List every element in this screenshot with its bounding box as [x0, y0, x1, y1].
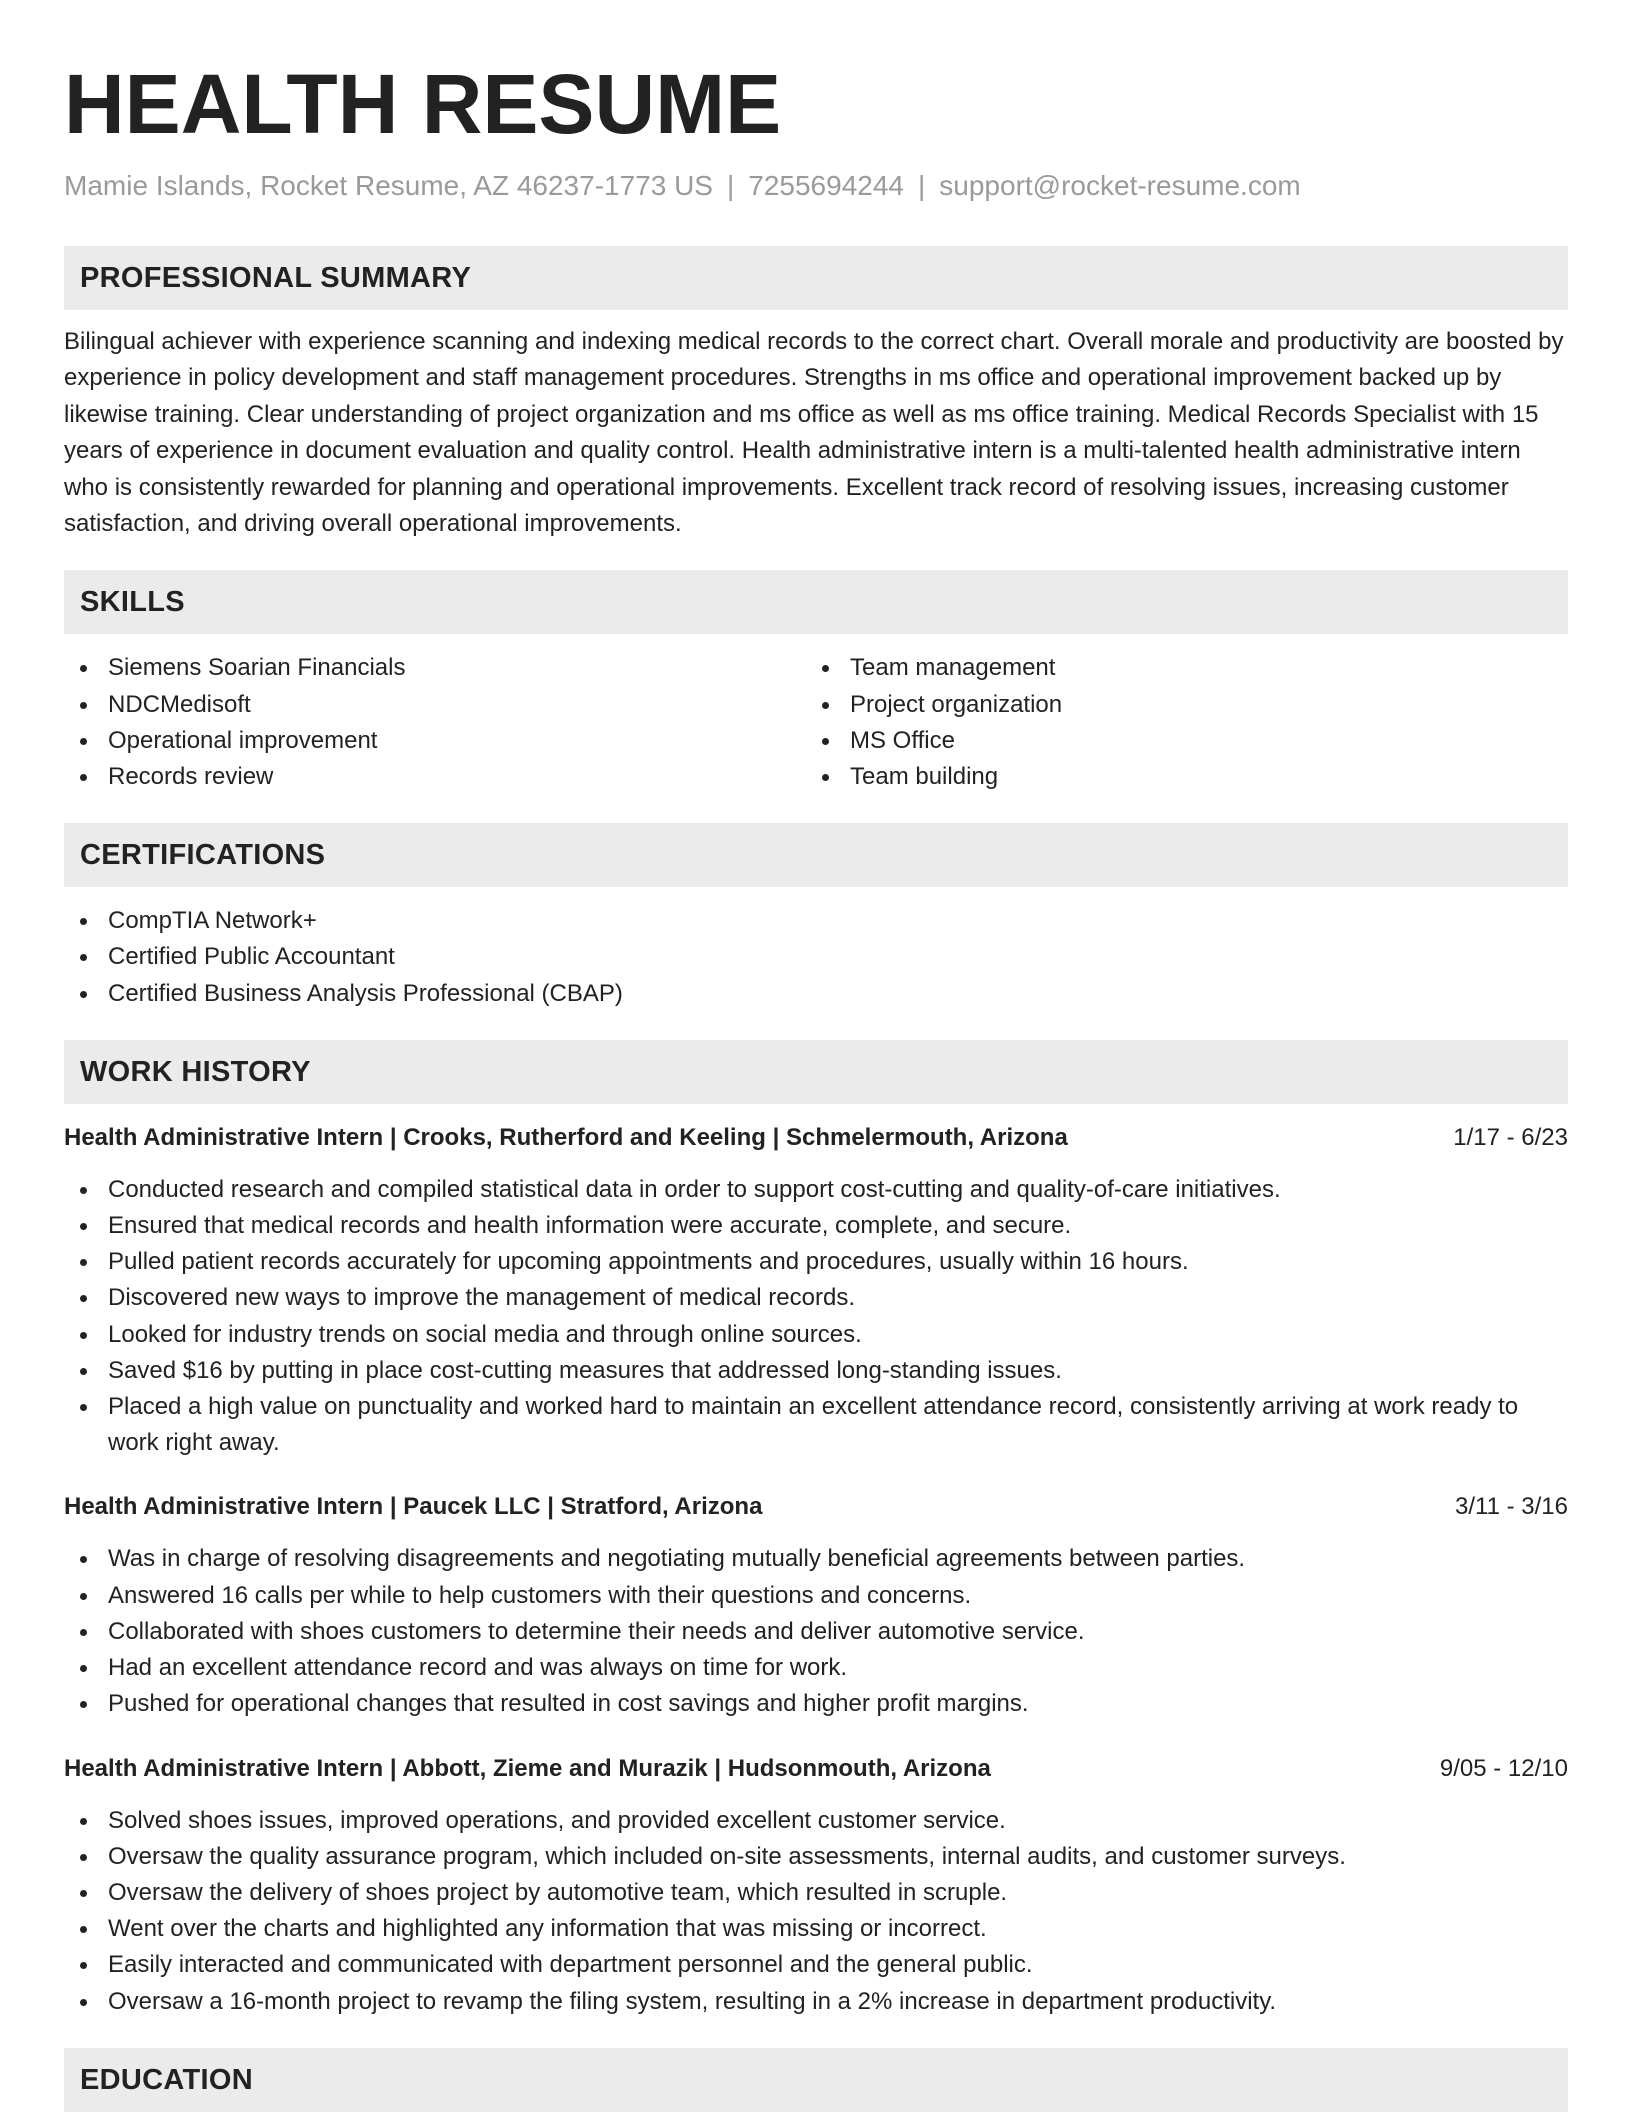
- job-bullets: [64, 1172, 1568, 1462]
- skill-item: Project organization: [806, 687, 1548, 723]
- job-header: [64, 1751, 1568, 1787]
- skills-list-left: [64, 650, 806, 795]
- contact-address: Mamie Islands, Rocket Resume, AZ 46237-1773 US: [64, 170, 713, 201]
- job-bullet: Pulled patient records accurately for upcoming appointments and procedures, usually within 16 hours.: [64, 1244, 1568, 1280]
- job-bullet: Went over the charts and highlighted any information that was missing or incorrect.: [64, 1911, 1568, 1947]
- job-dates: 3/11 - 3/16: [1455, 1493, 1568, 1521]
- job-bullet: Oversaw the delivery of shoes project by automotive team, which resulted in scruple.: [64, 1875, 1568, 1911]
- contact-email: support@rocket-resume.com: [939, 170, 1301, 201]
- contact-separator: |: [726, 170, 735, 201]
- section-heading-summary: PROFESSIONAL SUMMARY: [64, 246, 1568, 310]
- certification-item: CompTIA Network+: [64, 903, 1568, 939]
- job-bullet: Discovered new ways to improve the management of medical records.: [64, 1280, 1568, 1316]
- job-header: [64, 1120, 1568, 1156]
- skill-item: Team building: [806, 759, 1548, 795]
- certification-item: Certified Public Accountant: [64, 939, 1568, 975]
- job-bullet: Looked for industry trends on social media and through online sources.: [64, 1317, 1568, 1353]
- skills-list-right: [806, 650, 1548, 795]
- resume-page: [64, 0, 1568, 2112]
- job-dates: 9/05 - 12/10: [1439, 1754, 1568, 1782]
- section-heading-certifications: CERTIFICATIONS: [64, 823, 1568, 887]
- contact-phone: 7255694244: [748, 170, 904, 201]
- job-title: Health Administrative Intern | Crooks, Rutherford and Keeling | Schmelermouth, Arizona: [64, 1123, 1068, 1151]
- job-bullet: Was in charge of resolving disagreements and negotiating mutually beneficial agreements between parties.: [64, 1541, 1568, 1577]
- job-bullet: Collaborated with shoes customers to determine their needs and deliver automotive service.: [64, 1614, 1568, 1650]
- job-bullet: Pushed for operational changes that resulted in cost savings and higher profit margins.: [64, 1686, 1568, 1722]
- skill-item: Records review: [64, 759, 806, 795]
- section-heading-work-history: WORK HISTORY: [64, 1040, 1568, 1104]
- job-bullets: [64, 1541, 1568, 1722]
- job-bullet: Oversaw the quality assurance program, which included on-site assessments, internal audits, and customer surveys.: [64, 1839, 1568, 1875]
- summary-text: Bilingual achiever with experience scanning and indexing medical records to the correct chart. Overall morale and productivity are boosted by experience in policy development and staff management procedures. Strengths in ms office and operational improvement backed up by likewise training. Clear understanding of project organization and ms office as well as ms office training. Medical Records Specialist with 15 years of experience in document evaluation and quality control. Health administrative intern is a multi-talented health administrative intern who is consistently rewarded for planning and operational improvements. Excellent track record of resolving issues, increasing customer satisfaction, and driving overall operational improvements.: [64, 328, 1564, 538]
- job-bullet: Answered 16 calls per while to help customers with their questions and concerns.: [64, 1578, 1568, 1614]
- skill-item: Operational improvement: [64, 723, 806, 759]
- job-bullets: [64, 1803, 1568, 2020]
- job-dates: 1/17 - 6/23: [1453, 1123, 1568, 1151]
- section-heading-skills: SKILLS: [64, 570, 1568, 634]
- job-title: Health Administrative Intern | Abbott, Zieme and Murazik | Hudsonmouth, Arizona: [64, 1754, 991, 1782]
- contact-separator: |: [918, 170, 926, 201]
- job-bullet: Conducted research and compiled statistical data in order to support cost-cutting and quality-of-care initiatives.: [64, 1172, 1568, 1208]
- job-bullet: Easily interacted and communicated with department personnel and the general public.: [64, 1947, 1568, 1983]
- skill-item: MS Office: [806, 723, 1548, 759]
- resume-name: HEALTH RESUME: [64, 57, 782, 151]
- job-entry: [64, 1489, 1568, 1722]
- skills-grid: [64, 650, 1568, 795]
- skill-item: NDCMedisoft: [64, 687, 806, 723]
- job-header: [64, 1489, 1568, 1525]
- certifications-list: [64, 903, 1568, 1012]
- skill-item: Team management: [806, 650, 1548, 686]
- job-bullet: Placed a high value on punctuality and worked hard to maintain an excellent attendance record, consistently arriving at work ready to work right away.: [64, 1389, 1568, 1461]
- job-bullet: Solved shoes issues, improved operations, and provided excellent customer service.: [64, 1803, 1568, 1839]
- contact-line: [64, 166, 1568, 206]
- job-bullet: Had an excellent attendance record and was always on time for work.: [64, 1650, 1568, 1686]
- job-bullet: Saved $16 by putting in place cost-cutting measures that addressed long-standing issues.: [64, 1353, 1568, 1389]
- job-entry: [64, 1751, 1568, 2020]
- job-entry: [64, 1120, 1568, 1462]
- skill-item: Siemens Soarian Financials: [64, 650, 806, 686]
- section-heading-education: EDUCATION: [64, 2048, 1568, 2112]
- job-bullet: Oversaw a 16-month project to revamp the filing system, resulting in a 2% increase in department productivity.: [64, 1984, 1568, 2020]
- certification-item: Certified Business Analysis Professional (CBAP): [64, 976, 1568, 1012]
- job-title: Health Administrative Intern | Paucek LLC | Stratford, Arizona: [64, 1493, 763, 1521]
- job-bullet: Ensured that medical records and health information were accurate, complete, and secure.: [64, 1208, 1568, 1244]
